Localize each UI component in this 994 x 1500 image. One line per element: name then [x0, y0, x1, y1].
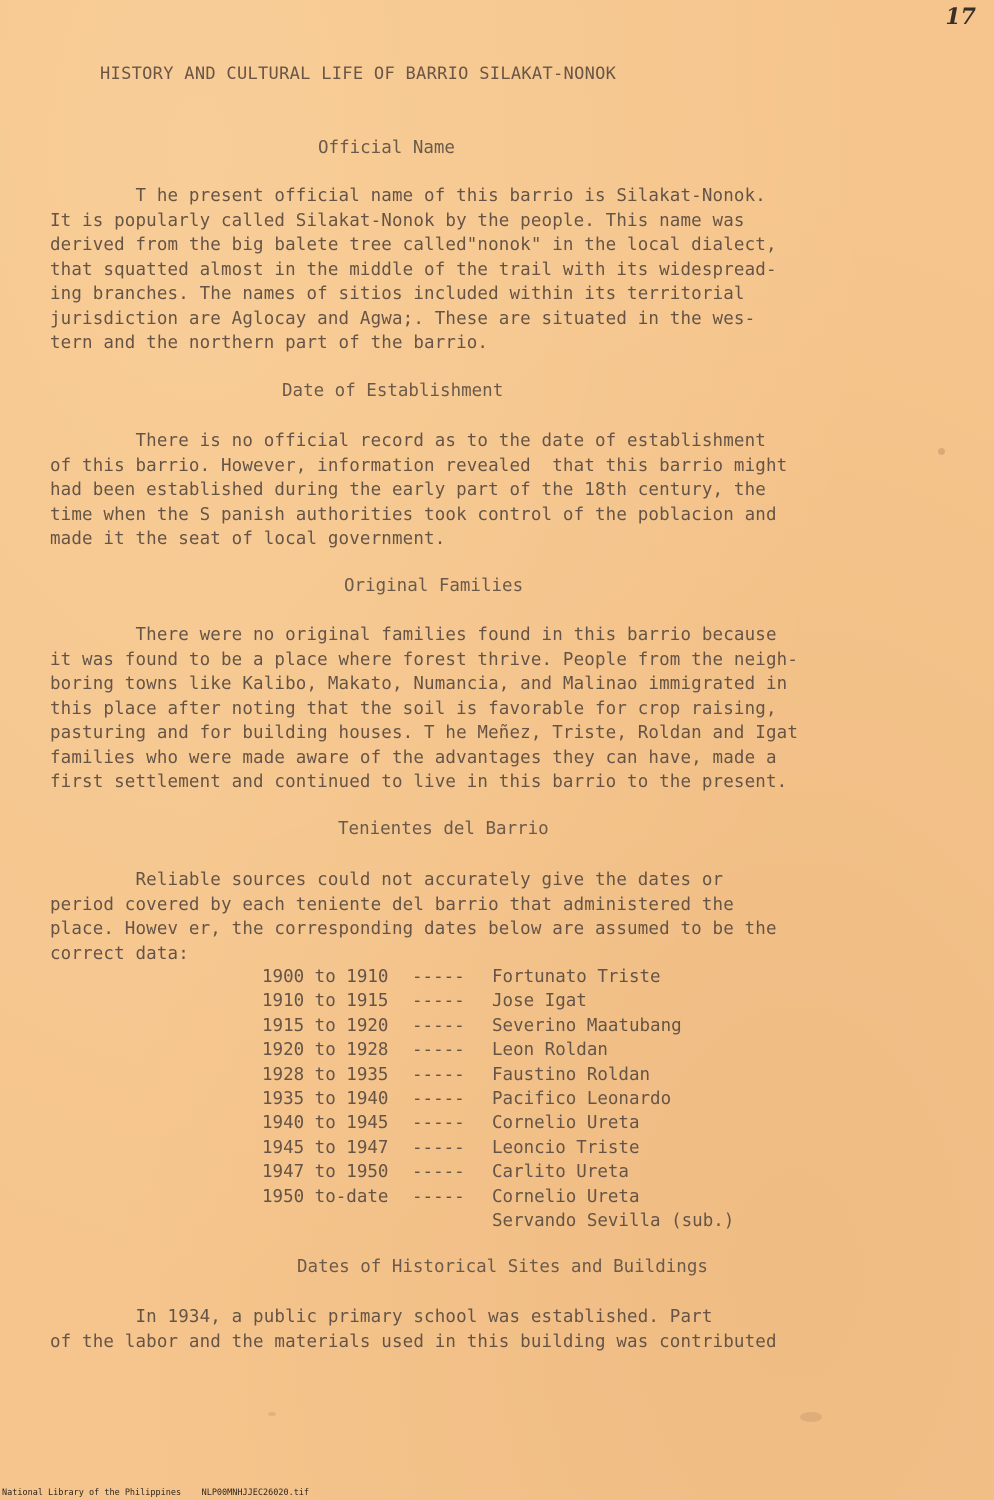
paragraph-original-families [50, 623, 910, 795]
teniente-period: 1945 to 1947 [262, 1137, 389, 1158]
heading-date-of-establishment: Date of Establishment [282, 381, 504, 401]
teniente-dash: ----- [412, 1137, 465, 1158]
text-line: made it the seat of local government. [50, 529, 446, 549]
text-line: There is no official record as to the date of establishment [50, 431, 766, 451]
teniente-period: 1900 to 1910 [262, 967, 389, 987]
page-number: 17 [945, 4, 976, 30]
text-line: pasturing and for building houses. T he Meñez, Triste, Roldan and Igat [50, 723, 799, 743]
paper-stain [800, 1412, 822, 1422]
teniente-period: 1915 to 1920 [262, 1015, 389, 1036]
text-line: place. Howev er, the corresponding dates below are assumed to be the [50, 919, 777, 939]
teniente-row [262, 1136, 734, 1160]
text-line: had been established during the early part of the 18th century, the [50, 480, 766, 500]
text-line: families who were made aware of the advantages they can have, made a [50, 747, 777, 768]
paper-stain [938, 448, 945, 455]
heading-original-families: Original Families [344, 576, 524, 596]
archive-footer: National Library of the Philippines NLP00MNHJJEC26020.tif [2, 1488, 310, 1498]
text-line: T he present official name of this barrio is Silakat-Nonok. [50, 186, 766, 206]
text-line: period covered by each teniente del barrio that administered the [50, 894, 734, 915]
teniente-substitute: Servando Sevilla (sub.) [492, 1211, 735, 1232]
paragraph-date-of-establishment [50, 429, 910, 552]
teniente-dash: ----- [412, 967, 465, 987]
teniente-row [262, 965, 734, 989]
heading-official-name: Official Name [318, 138, 455, 158]
teniente-name: Cornelio Ureta [492, 1186, 640, 1207]
teniente-period: 1920 to 1928 [262, 1040, 389, 1061]
paragraph-tenientes [50, 868, 910, 966]
teniente-period: 1928 to 1935 [262, 1064, 389, 1085]
teniente-dash: ----- [412, 1162, 465, 1183]
teniente-period: 1950 to-date [262, 1186, 389, 1207]
teniente-row [262, 989, 734, 1013]
paragraph-historical-sites [50, 1305, 910, 1354]
text-line: It is popularly called Silakat-Nonok by the people. This name was [50, 210, 745, 231]
teniente-period: 1940 to 1945 [262, 1113, 389, 1134]
teniente-dash: ----- [412, 1064, 465, 1085]
teniente-name: Carlito Ureta [492, 1162, 629, 1183]
text-line: There were no original families found in this barrio because [50, 625, 777, 645]
text-line: this place after noting that the soil is favorable for crop raising, [50, 698, 777, 719]
teniente-dash: ----- [412, 1113, 465, 1134]
teniente-name: Severino Maatubang [492, 1015, 682, 1036]
document-title: HISTORY AND CULTURAL LIFE OF BARRIO SILAKAT-NONOK [100, 64, 617, 84]
teniente-period: 1947 to 1950 [262, 1162, 389, 1183]
teniente-name: Pacifico Leonardo [492, 1089, 672, 1110]
teniente-period: 1935 to 1940 [262, 1089, 389, 1110]
text-line: correct data: [50, 943, 189, 964]
paper-stain [268, 1412, 276, 1416]
text-line: of the labor and the materials used in this building was contributed [50, 1331, 777, 1352]
text-line: first settlement and continued to live in this barrio to the present. [50, 772, 788, 792]
text-line: In 1934, a public primary school was established. Part [50, 1307, 713, 1327]
teniente-name: Cornelio Ureta [492, 1113, 640, 1134]
teniente-row [262, 1111, 734, 1135]
teniente-name: Fortunato Triste [492, 967, 661, 987]
text-line: derived from the big balete tree called"nonok" in the local dialect, [50, 235, 777, 255]
teniente-name: Leon Roldan [492, 1040, 608, 1061]
teniente-name: Faustino Roldan [492, 1064, 651, 1085]
teniente-dash: ----- [412, 1186, 465, 1207]
teniente-name: Leoncio Triste [492, 1137, 640, 1158]
teniente-period: 1910 to 1915 [262, 991, 389, 1012]
teniente-row [262, 1014, 734, 1038]
teniente-row [262, 1063, 734, 1087]
text-line: that squatted almost in the middle of the trail with its widespread- [50, 259, 777, 280]
teniente-row [262, 1038, 734, 1062]
text-line: jurisdiction are Aglocay and Agwa;. These are situated in the wes- [50, 308, 756, 329]
heading-historical-sites: Dates of Historical Sites and Buildings [297, 1257, 708, 1277]
teniente-dash: ----- [412, 1015, 465, 1036]
teniente-dash: ----- [412, 1040, 465, 1061]
tenientes-list [262, 965, 734, 1233]
text-line: boring towns like Kalibo, Makato, Numancia, and Malinao immigrated in [50, 674, 788, 694]
text-line: Reliable sources could not accurately give the dates or [50, 870, 724, 890]
text-line: tern and the northern part of the barrio. [50, 333, 489, 353]
text-line: time when the S panish authorities took control of the poblacion and [50, 504, 777, 525]
text-line: of this barrio. However, information revealed that this barrio might [50, 455, 788, 476]
teniente-row [262, 1160, 734, 1184]
text-line: it was found to be a place where forest thrive. People from the neigh- [50, 649, 799, 670]
teniente-name: Jose Igat [492, 991, 587, 1012]
paragraph-official-name [50, 184, 910, 356]
heading-tenientes: Tenientes del Barrio [338, 819, 549, 839]
teniente-row [262, 1087, 734, 1111]
teniente-row [262, 1185, 734, 1209]
teniente-dash: ----- [412, 991, 465, 1012]
teniente-dash: ----- [412, 1089, 465, 1110]
text-line: ing branches. The names of sitios included within its territorial [50, 284, 745, 304]
